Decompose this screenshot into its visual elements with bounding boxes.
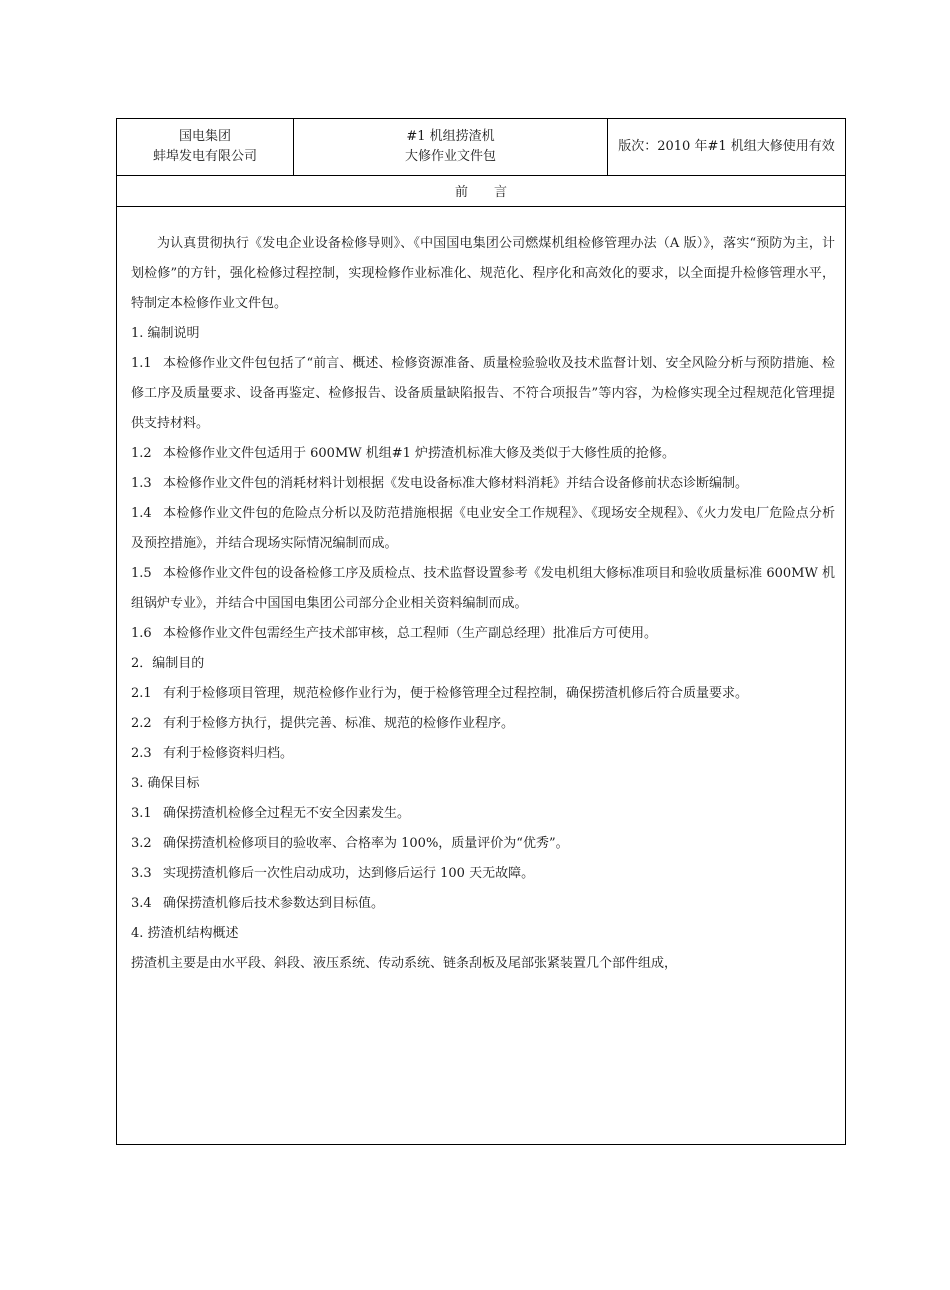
item-number: 2.3	[131, 746, 152, 761]
doc-title-line2: 大修作业文件包	[404, 149, 496, 164]
item-number: 1.3	[131, 476, 152, 491]
version-cell	[608, 119, 845, 175]
item-text: 本检修作业文件包的消耗材料计划根据《发电设备标准大修材料消耗》并结合设备修前状态诊断编制。	[163, 476, 749, 491]
header-row	[117, 119, 845, 176]
item-text: 确保捞渣机检修全过程无不安全因素发生。	[163, 806, 411, 821]
item-number: 2.1	[131, 686, 152, 701]
list-item	[131, 799, 835, 829]
list-item	[131, 709, 835, 739]
item-text: 本检修作业文件包适用于 600MW 机组#1 炉捞渣机标准大修及类似于大修性质的抢修。	[163, 446, 676, 461]
item-number: 2.2	[131, 716, 152, 731]
item-number: 3.1	[131, 806, 152, 821]
item-text: 确保捞渣机修后技术参数达到目标值。	[163, 896, 385, 911]
document-frame	[116, 118, 846, 1145]
item-number: 3.3	[131, 866, 152, 881]
item-number: 1.5	[131, 566, 152, 581]
list-item	[131, 559, 835, 619]
item-text: 本检修作业文件包包括了“前言、概述、检修资源准备、质量检验验收及技术监督计划、安全风险分析与预防措施、检修工序及质量要求、设备再鉴定、检修报告、设备质量缺陷报告、不符合项报告”等内容，为检修实现全过程规范化管理提供支持材料。	[131, 356, 835, 431]
org-name-line2: 蚌埠发电有限公司	[152, 149, 257, 164]
item-number: 1.4	[131, 506, 152, 521]
doc-title-line1: #1 机组捞渣机	[406, 129, 495, 144]
doc-title-cell	[294, 119, 608, 175]
item-number: 1.1	[131, 356, 152, 371]
item-number: 1.2	[131, 446, 152, 461]
intro-paragraph: 为认真贯彻执行《发电企业设备检修导则》、《中国国电集团公司燃煤机组检修管理办法（A 版）》，落实“预防为主，计划检修”的方针，强化检修过程控制，实现检修作业标准化、规范化、程序化和高效化的要求，以全面提升检修管理水平，特制定本检修作业文件包。	[131, 236, 835, 311]
item-text: 确保捞渣机检修项目的验收率、合格率为 100%，质量评价为“优秀”。	[163, 836, 569, 851]
item-number: 3.2	[131, 836, 152, 851]
list-item	[131, 829, 835, 859]
org-name-line1: 国电集团	[178, 129, 231, 144]
item-text: 有利于检修方执行，提供完善、标准、规范的检修作业程序。	[163, 716, 515, 731]
item-text: 本检修作业文件包的设备检修工序及质检点、技术监督设置参考《发电机组大修标准项目和验收质量标准 600MW 机组锅炉专业》，并结合中国国电集团公司部分企业相关资料编制而成。	[131, 566, 835, 611]
item-number: 1.6	[131, 626, 152, 641]
item-text: 有利于检修项目管理，规范检修作业行为，便于检修管理全过程控制，确保捞渣机修后符合质量要求。	[163, 686, 749, 701]
document-body	[131, 229, 835, 979]
section-title: 前言	[117, 175, 845, 207]
section-heading: 2．编制目的	[131, 656, 205, 671]
section-heading: 3. 确保目标	[131, 776, 200, 791]
list-item	[131, 349, 835, 439]
section-heading: 1. 编制说明	[131, 326, 200, 341]
item-text: 本检修作业文件包需经生产技术部审核，总工程师（生产副总经理）批准后方可使用。	[163, 626, 658, 641]
list-item	[131, 619, 835, 649]
org-cell	[117, 119, 294, 175]
item-text: 本检修作业文件包的危险点分析以及防范措施根据《电业安全工作规程》、《现场安全规程》、《火力发电厂危险点分析及预控措施》，并结合现场实际情况编制而成。	[131, 506, 835, 551]
list-item	[131, 739, 835, 769]
list-item	[131, 679, 835, 709]
list-item	[131, 469, 835, 499]
list-item	[131, 499, 835, 559]
list-item	[131, 889, 835, 919]
closing-paragraph: 捞渣机主要是由水平段、斜段、液压系统、传动系统、链条刮板及尾部张紧装置几个部件组成，	[131, 956, 678, 971]
section-heading: 4. 捞渣机结构概述	[131, 926, 239, 941]
version-text: 版次：2010 年#1 机组大修使用有效	[618, 139, 835, 154]
item-text: 有利于检修资料归档。	[163, 746, 294, 761]
item-number: 3.4	[131, 896, 152, 911]
list-item	[131, 439, 835, 469]
list-item	[131, 859, 835, 889]
item-text: 实现捞渣机修后一次性启动成功，达到修后运行 100 天无故障。	[163, 866, 535, 881]
